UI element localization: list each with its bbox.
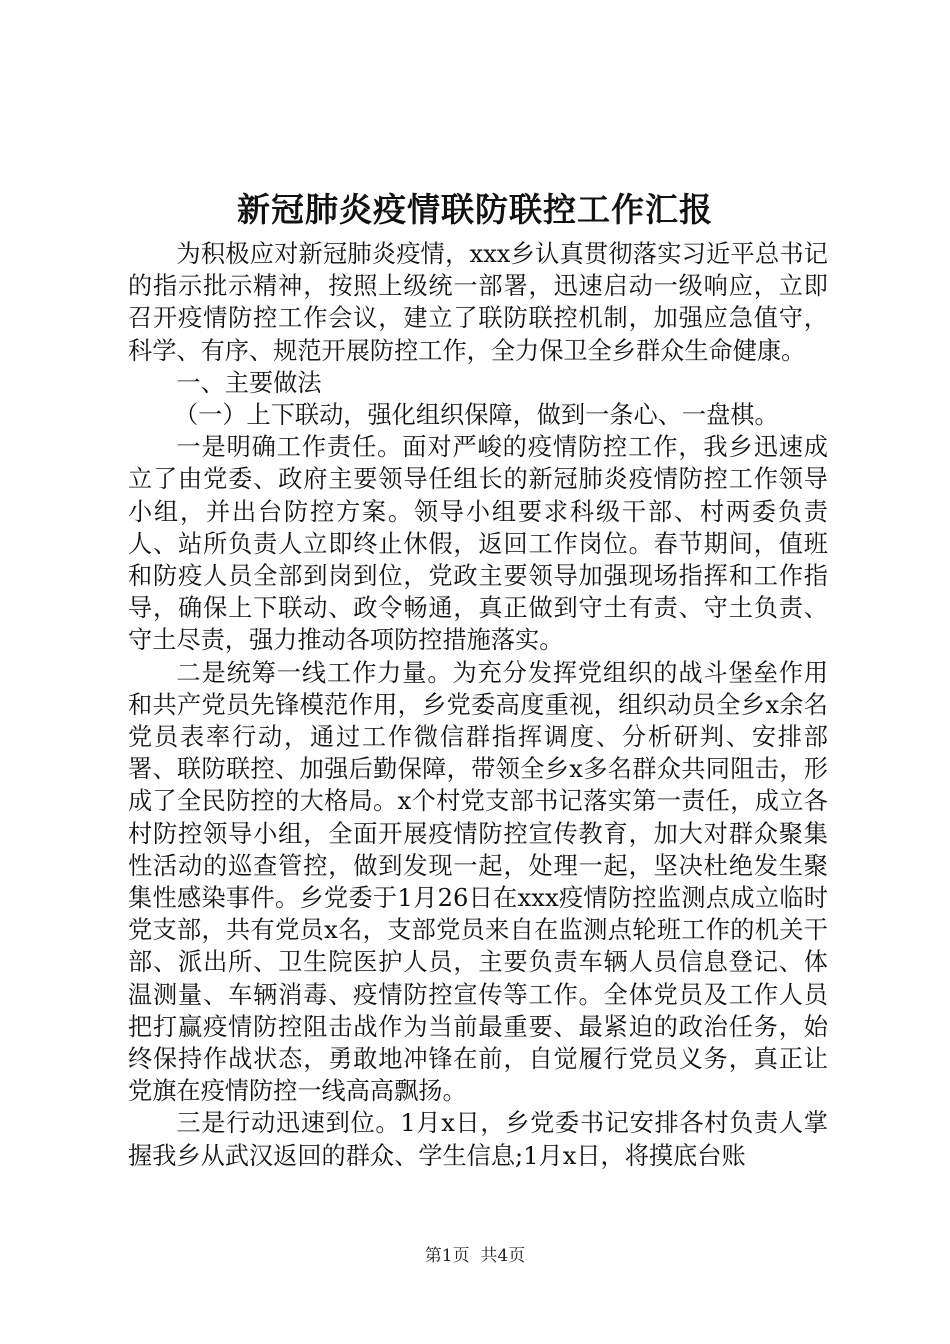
intro-paragraph: 为积极应对新冠肺炎疫情，xxx乡认真贯彻落实习近平总书记的指示批示精神，按照上级统一部署，迅速启动一级响应，立即召开疫情防控工作会议，建立了联防联控机制，加强应急值守，科学、有序、规范开展防控工作，全力保卫全乡群众生命健康。	[128, 240, 828, 365]
body-paragraph: 一是明确工作责任。面对严峻的疫情防控工作，我乡迅速成立了由党委、政府主要领导任组长的新冠肺炎疫情防控工作领导小组，并出台防控方案。领导小组要求科级干部、村两委负责人、站所负责人立即终止休假，返回工作岗位。春节期间，值班和防疫人员全部到岗到位，党政主要领导加强现场指挥和工作指导，确保上下联动、政令畅通，真正做到守土有责、守土负责、守土尽责，强力推动各项防控措施落实。	[128, 433, 828, 655]
body-paragraph: 三是行动迅速到位。1月x日，乡党委书记安排各村负责人掌握我乡从武汉返回的群众、学生信息;1月x日，将摸底台账	[128, 1109, 828, 1170]
document-title: 新冠肺炎疫情联防联控工作汇报	[237, 190, 713, 229]
page-footer: 第1页 共4页	[424, 1246, 526, 1266]
document-body	[128, 238, 828, 1172]
subsection-heading: （一）上下联动，强化组织保障，做到一条心、一盘棋。	[173, 401, 779, 430]
body-paragraph: 二是统筹一线工作力量。为充分发挥党组织的战斗堡垒作用和共产党员先锋模范作用，乡党委高度重视，组织动员全乡x余名党员表率行动，通过工作微信群指挥调度、分析研判、安排部署、联防联控、加强后勤保障，带领全乡x多名群众共同阻击，形成了全民防控的大格局。x个村党支部书记落实第一责任，成立各村防控领导小组，全面开展疫情防控宣传教育，加大对群众聚集性活动的巡查管控，做到发现一起，处理一起，坚决杜绝发生聚集性感染事件。乡党委于1月26日在xxx疫情防控监测点成立临时党支部，共有党员x名，支部党员来自在监测点轮班工作的机关干部、派出所、卫生院医护人员，主要负责车辆人员信息登记、体温测量、车辆消毒、疫情防控宣传等工作。全体党员及工作人员把打赢疫情防控阻击战作为当前最重要、最紧迫的政治任务，始终保持作战状态，勇敢地冲锋在前，自觉履行党员义务，真正让党旗在疫情防控一线高高飘扬。	[128, 658, 828, 1106]
section-heading: 一、主要做法	[176, 368, 322, 397]
